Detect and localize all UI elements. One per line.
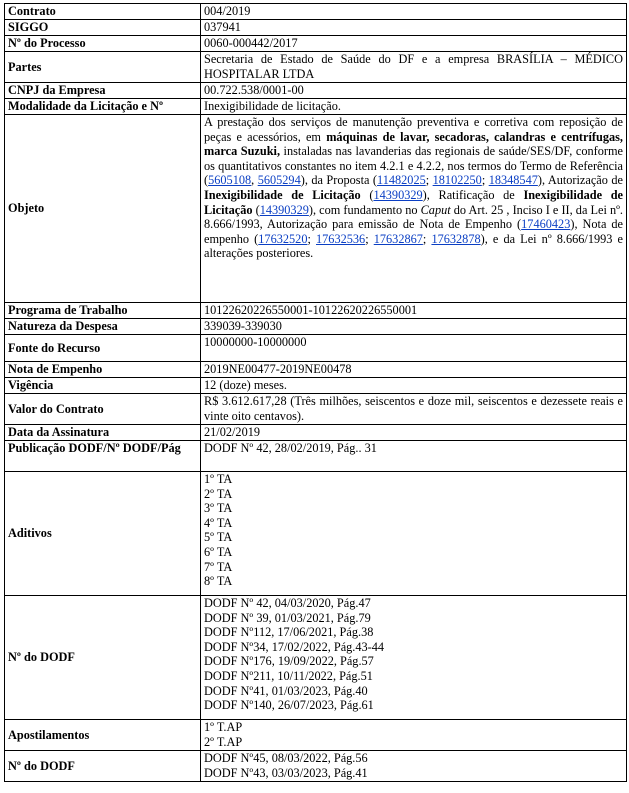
row-empenho xyxy=(5,362,627,378)
label-objeto: Objeto xyxy=(5,115,201,303)
label-aditivos: Aditivos xyxy=(5,472,201,596)
value-dodf-apostilamentos xyxy=(201,751,627,782)
contract-summary-table xyxy=(4,3,627,782)
aditivo-item: 3º TA xyxy=(204,501,233,516)
label-apostilamentos: Apostilamentos xyxy=(5,720,201,751)
objeto-bold-inexigibilidade-1: Inexigibilidade de Licitação xyxy=(204,187,361,202)
aditivo-item: 8º TA xyxy=(204,574,233,589)
value-processo: 0060-000442/2017 xyxy=(201,36,627,52)
doc-link-17632878[interactable]: 17632878 xyxy=(431,231,481,246)
value-partes: Secretaria de Estado de Saúde do DF e a empresa BRASÍLIA – MÉDICO HOSPITALAR LTDA xyxy=(201,52,627,83)
dodf-item: DODF Nº43, 03/03/2023, Pág.41 xyxy=(204,765,368,780)
objeto-text-5: ( xyxy=(360,187,374,202)
objeto-text-1: A prestação dos serviços de manutenção preventiva e corretiva com reposição de peças e acessórios, em xyxy=(204,115,623,144)
row-natureza xyxy=(5,319,627,335)
label-siggo: SIGGO xyxy=(5,20,201,36)
label-fonte: Fonte do Recurso xyxy=(5,335,201,362)
label-cnpj: CNPJ da Empresa xyxy=(5,83,201,99)
objeto-bold-inexigibilidade-2: Inexigibilidade de Licitação xyxy=(204,187,623,217)
row-modalidade xyxy=(5,99,627,115)
value-programa: 10122620226550001-10122620226550001 xyxy=(201,303,627,319)
doc-link-18348547[interactable]: 18348547 xyxy=(488,173,538,188)
apostilamento-item: 1º T.AP xyxy=(204,720,243,734)
label-publicacao: Publicação DODF/Nº DODF/Pág xyxy=(5,441,201,472)
doc-link-17632536[interactable]: 17632536 xyxy=(316,231,366,246)
row-programa xyxy=(5,303,627,319)
value-assinatura: 21/02/2019 xyxy=(201,425,627,441)
row-dodf-apostilamentos xyxy=(5,751,627,782)
row-assinatura xyxy=(5,425,627,441)
dodf-item: DODF Nº 42, 04/03/2020, Pág.47 xyxy=(204,596,371,610)
objeto-sep-5: ; xyxy=(365,231,374,246)
value-empenho: 2019NE00477-2019NE00478 xyxy=(201,362,627,378)
label-natureza: Natureza da Despesa xyxy=(5,319,201,335)
value-vigencia: 12 (doze) meses. xyxy=(201,378,627,394)
doc-link-17632867[interactable]: 17632867 xyxy=(373,231,423,246)
value-aditivos xyxy=(201,472,627,596)
value-modalidade: Inexigibilidade de licitação. xyxy=(201,99,627,115)
dodf-item: DODF Nº211, 10/11/2022, Pág.51 xyxy=(204,668,373,683)
objeto-text-11: ), e da Lei nº 8.666/1993 e alterações posteriores. xyxy=(204,231,623,261)
row-aditivos xyxy=(5,472,627,596)
objeto-italic-caput: Caput xyxy=(420,202,451,217)
aditivo-item: 4º TA xyxy=(204,515,233,530)
doc-link-17632520[interactable]: 17632520 xyxy=(258,231,308,246)
label-empenho: Nota de Empenho xyxy=(5,362,201,378)
row-contrato xyxy=(5,4,627,20)
label-modalidade: Modalidade da Licitação e Nº xyxy=(5,99,201,115)
aditivo-item: 6º TA xyxy=(204,544,233,559)
dodf-item: DODF Nº140, 26/07/2023, Pág.61 xyxy=(204,698,374,713)
objeto-sep-3: ; xyxy=(481,173,489,188)
dodf-item: DODF Nº112, 17/06/2021, Pág.38 xyxy=(204,625,374,640)
value-natureza: 339039-339030 xyxy=(201,319,627,335)
row-publicacao xyxy=(5,441,627,472)
doc-link-14390329-b[interactable]: 14390329 xyxy=(259,202,309,217)
objeto-text-2: instaladas nas lavanderias das regionais de saúde/SES/DF, conforme os quantitativos constantes no item 4.2.1 e 4.2.2, nos termos do Termo de Referência ( xyxy=(204,144,623,188)
aditivo-item: 7º TA xyxy=(204,559,233,574)
row-processo xyxy=(5,36,627,52)
value-fonte: 10000000-10000000 xyxy=(201,335,627,362)
label-contrato: Contrato xyxy=(5,4,201,20)
label-processo: Nº do Processo xyxy=(5,36,201,52)
dodf-item: DODF Nº 39, 01/03/2021, Pág.79 xyxy=(204,610,371,625)
dodf-item: DODF Nº41, 01/03/2023, Pág.40 xyxy=(204,683,368,698)
objeto-text-6: ), Ratificação de xyxy=(422,187,524,202)
value-contrato: 004/2019 xyxy=(201,4,627,20)
row-apostilamentos xyxy=(5,720,627,751)
dodf-item: DODF Nº176, 19/09/2022, Pág.57 xyxy=(204,654,374,669)
dodf-item: DODF Nº34, 17/02/2022, Pág.43-44 xyxy=(204,639,385,654)
row-cnpj xyxy=(5,83,627,99)
label-programa: Programa de Trabalho xyxy=(5,303,201,319)
row-partes xyxy=(5,52,627,83)
doc-link-18102250[interactable]: 18102250 xyxy=(432,173,482,188)
value-dodf-aditivos xyxy=(201,596,627,720)
label-vigencia: Vigência xyxy=(5,378,201,394)
label-dodf-aditivos: Nº do DODF xyxy=(5,596,201,720)
objeto-sep-4: ; xyxy=(307,231,316,246)
aditivo-item: 5º TA xyxy=(204,530,233,545)
label-partes: Partes xyxy=(5,52,201,83)
dodf-item: DODF Nº45, 08/03/2022, Pág.56 xyxy=(204,751,368,765)
value-publicacao: DODF Nº 42, 28/02/2019, Pág.. 31 xyxy=(201,441,627,472)
doc-link-5605294[interactable]: 5605294 xyxy=(257,173,301,188)
aditivo-item: 2º TA xyxy=(204,486,233,501)
row-vigencia xyxy=(5,378,627,394)
label-assinatura: Data da Assinatura xyxy=(5,425,201,441)
objeto-text-3: ), da Proposta ( xyxy=(300,173,378,188)
row-dodf-aditivos xyxy=(5,596,627,720)
objeto-text-7: ( xyxy=(252,202,260,217)
apostilamento-item: 2º T.AP xyxy=(204,734,243,749)
doc-link-5605108[interactable]: 5605108 xyxy=(208,173,252,188)
row-objeto xyxy=(5,115,627,303)
value-apostilamentos xyxy=(201,720,627,751)
value-valor: R$ 3.612.617,28 (Três milhões, seiscentos e doze mil, seiscentos e dezessete reais e vinte oito centavos). xyxy=(201,394,627,425)
row-fonte xyxy=(5,335,627,362)
objeto-text-4: ), Autorização de xyxy=(537,173,623,188)
row-siggo xyxy=(5,20,627,36)
value-objeto xyxy=(201,115,627,303)
aditivo-item: 1º TA xyxy=(204,472,233,486)
doc-link-17460423[interactable]: 17460423 xyxy=(521,217,571,232)
value-siggo: 037941 xyxy=(201,20,627,36)
value-cnpj: 00.722.538/0001-00 xyxy=(201,83,627,99)
objeto-sep-1: , xyxy=(251,173,258,188)
objeto-sep-2: ; xyxy=(425,173,433,188)
objeto-text-8: ), com fundamento no xyxy=(308,202,421,217)
label-valor: Valor do Contrato xyxy=(5,394,201,425)
objeto-text-10: ), Nota de empenho ( xyxy=(204,217,623,246)
doc-link-11482025[interactable]: 11482025 xyxy=(377,173,426,188)
doc-link-14390329-a[interactable]: 14390329 xyxy=(373,187,423,202)
objeto-bold-equipment: máquinas de lavar, secadoras, calandras e centrífugas, marca Suzuki, xyxy=(204,129,623,159)
objeto-text-9: do Art. 25 , Inciso I e II, da Lei nº. 8.666/1993, Autorização para emissão de Nota de Empenho ( xyxy=(204,202,624,232)
row-valor xyxy=(5,394,627,425)
label-dodf-apostilamentos: Nº do DODF xyxy=(5,751,201,782)
objeto-sep-6: ; xyxy=(422,231,432,246)
